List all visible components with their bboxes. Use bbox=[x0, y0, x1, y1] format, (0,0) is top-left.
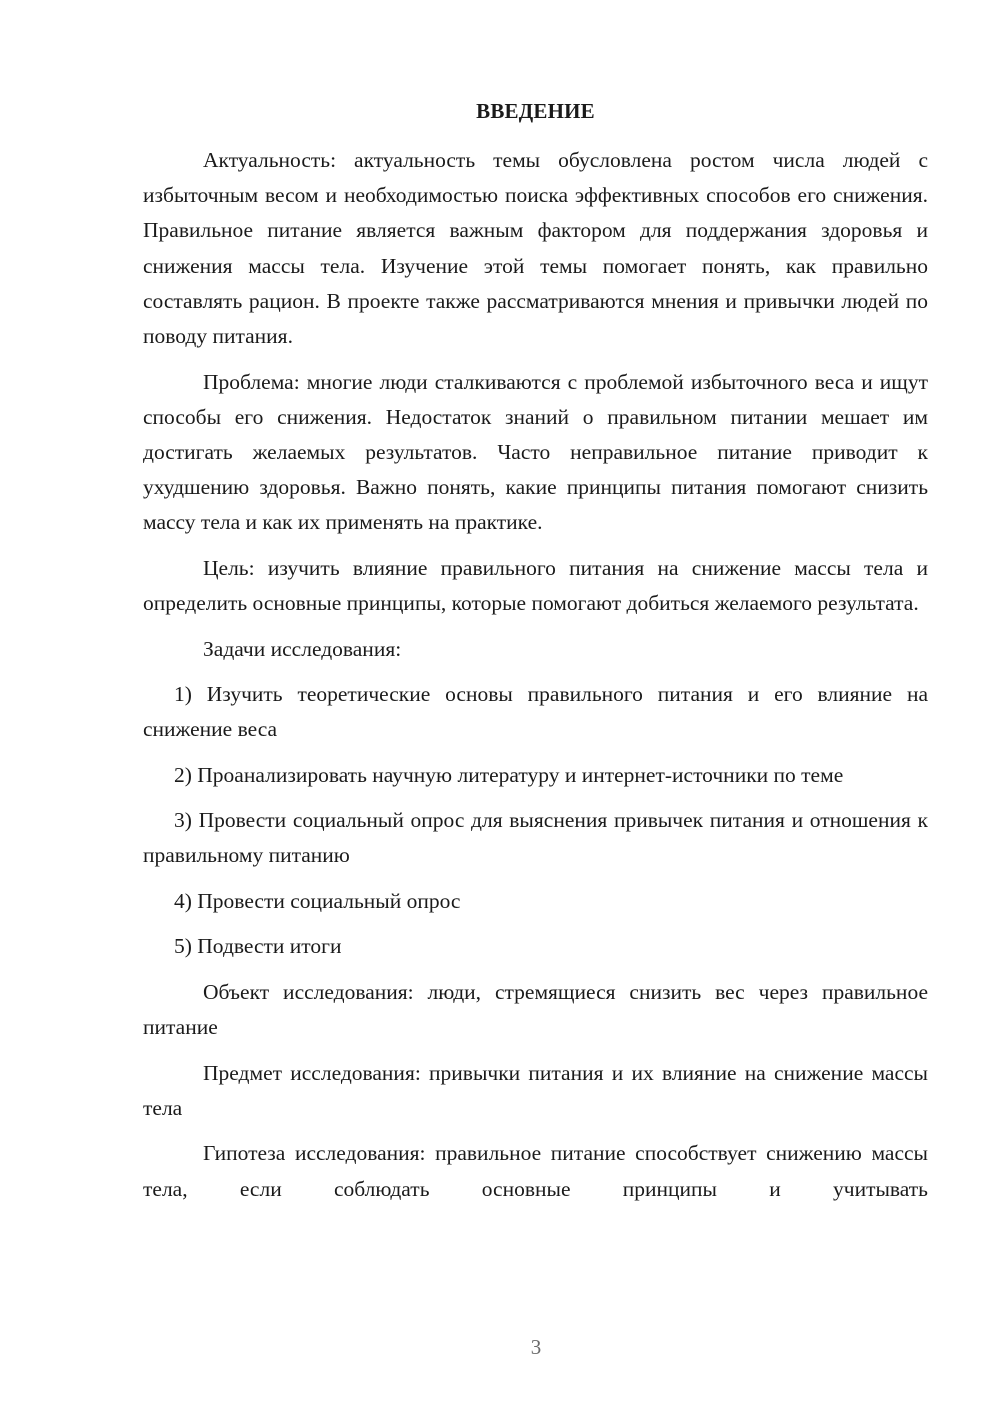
task-item: 1) Изучить теоретические основы правильного питания и его влияние на снижение веса bbox=[143, 682, 928, 742]
hypothesis-paragraph: Гипотеза исследования: правильное питание способствует снижению массы тела, если соблюдать основные принципы и учитывать bbox=[143, 1141, 928, 1201]
tasks-heading: Задачи исследования: bbox=[203, 636, 402, 661]
body-text bbox=[143, 143, 928, 1217]
research-object-paragraph: Объект исследования: люди, стремящиеся снизить вес через правильное питание bbox=[143, 979, 928, 1040]
task-item: 2) Проанализировать научную литературу и интернет-источники по теме bbox=[174, 762, 844, 787]
task-item: 5) Подвести итоги bbox=[174, 934, 342, 959]
task-item: 4) Провести социальный опрос bbox=[174, 888, 461, 913]
relevance-paragraph: Актуальность: актуальность темы обусловлена ростом числа людей с избыточным весом и необходимостью поиска эффективных способов его снижения. Правильное питание является важным фактором для поддержания здоровья и снижения массы тела. Изучение этой темы помогает понять, как правильно составлять рацион. В проекте также рассматриваются мнения и привычки людей по поводу питания. bbox=[143, 148, 928, 349]
page-number: 3 bbox=[530, 1335, 542, 1359]
goal-paragraph: Цель: изучить влияние правильного питания на снижение массы тела и определить основные принципы, которые помогают добиться желаемого результата. bbox=[143, 555, 928, 616]
task-item: 3) Провести социальный опрос для выяснения привычек питания и отношения к правильному питанию bbox=[143, 808, 928, 868]
section-title: ВВЕДЕНИЕ bbox=[476, 99, 595, 123]
research-subject-paragraph: Предмет исследования: привычки питания и их влияние на снижение массы тела bbox=[143, 1060, 928, 1120]
problem-paragraph: Проблема: многие люди сталкиваются с проблемой избыточного веса и ищут способы его снижения. Недостаток знаний о правильном питании мешает им достигать желаемых результатов. Часто неправильное питание приводит к ухудшению здоровья. Важно понять, какие принципы питания помогают снизить массу тела и как их применять на практике. bbox=[143, 369, 928, 535]
